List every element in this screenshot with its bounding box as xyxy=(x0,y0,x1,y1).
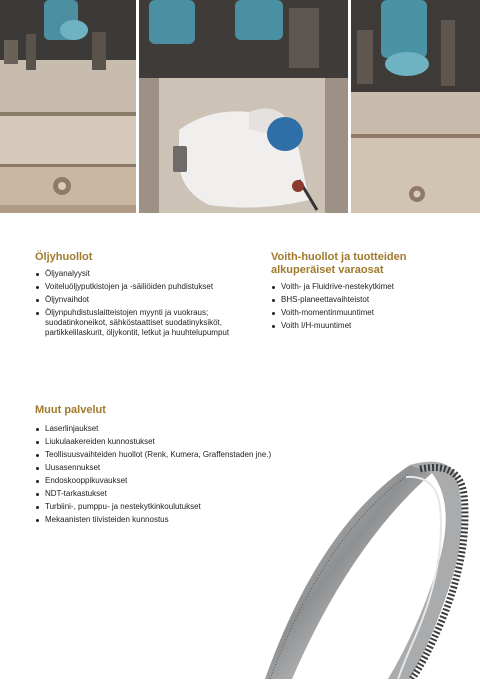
photo-strip xyxy=(0,0,480,213)
list-item: Laserlinjaukset xyxy=(35,424,315,434)
oljyhuollot-list xyxy=(35,269,255,341)
list-item: Teollisuusvaihteiden huollot (Renk, Kumera, Graffenstaden jne.) xyxy=(35,450,315,460)
list-item: Voith- ja Fluidrive-nestekytkimet xyxy=(271,282,451,292)
worker-cleaning-photo xyxy=(139,0,348,213)
list-item: Voiteluöljyputkistojen ja -säiliöiden puhdistukset xyxy=(35,282,255,292)
gear-ring-photo xyxy=(260,455,480,679)
muut-palvelut-heading: Muut palvelut xyxy=(35,404,106,416)
list-item: BHS-planeettavaihteistot xyxy=(271,295,451,305)
list-item: Öljyanalyysit xyxy=(35,269,255,279)
list-item: Endoskooppikuvaukset xyxy=(35,476,315,486)
pump-tank-photo xyxy=(351,0,480,213)
oljyhuollot-heading: Öljyhuollot xyxy=(35,251,93,263)
list-item: Uusasennukset xyxy=(35,463,315,473)
voith-huollot-list xyxy=(271,282,451,334)
list-item: Öljynvaihdot xyxy=(35,295,255,305)
list-item: Öljynpuhdistuslaitteistojen myynti ja vuokraus; suodatinkoneikot, sähköstaattiset suodatinyksiköt, partikkelilaskurit, öljykontit, letkut ja huuhtelupumput xyxy=(35,308,255,338)
list-item: Turbiini-, pumppu- ja nestekytkinkoulutukset xyxy=(35,502,315,512)
list-item: Liukulaakereiden kunnostukset xyxy=(35,437,315,447)
list-item: NDT-tarkastukset xyxy=(35,489,315,499)
list-item: Voith-momentinmuuntimet xyxy=(271,308,451,318)
voith-huollot-heading: Voith-huollot ja tuotteiden alkuperäiset varaosat xyxy=(271,251,407,276)
pump-room-floor-photo xyxy=(0,0,136,213)
list-item: Mekaanisten tiivisteiden kunnostus xyxy=(35,515,315,525)
list-item: Voith I/H-muuntimet xyxy=(271,321,451,331)
